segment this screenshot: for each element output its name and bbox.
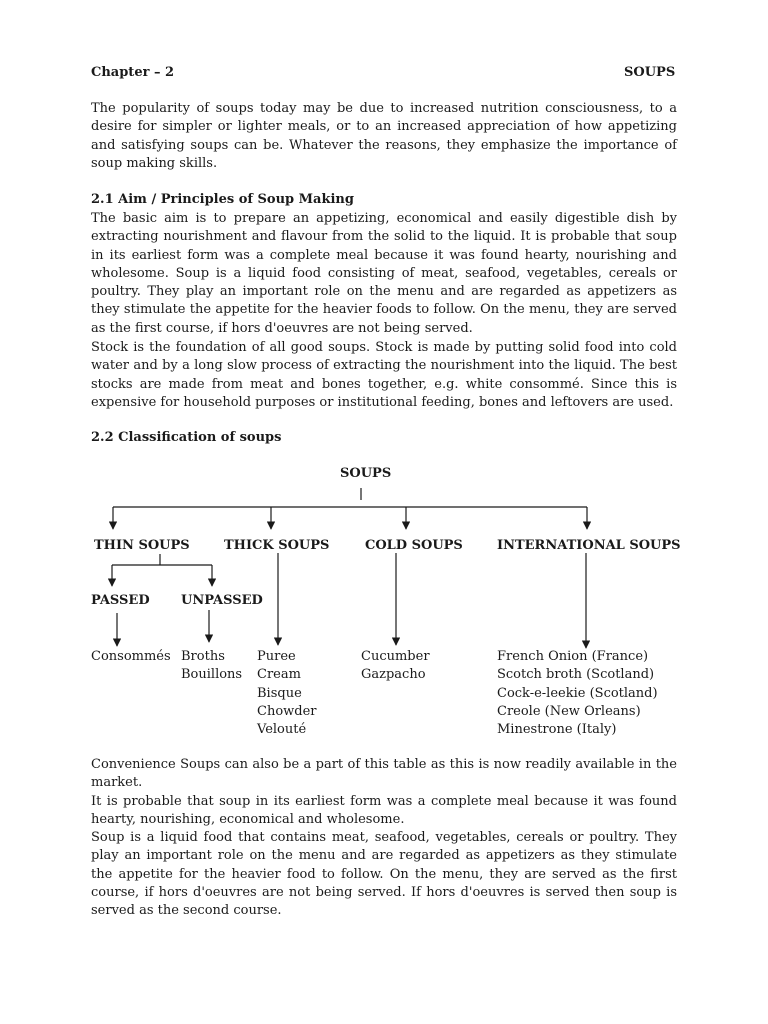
list-item: Scotch broth (Scotland) xyxy=(497,667,655,683)
closing-paragraph-1: Convenience Soups can also be a part of this table as this is now readily available in the market. xyxy=(91,757,677,791)
node-soups: SOUPS xyxy=(340,466,392,481)
list-item: Bisque xyxy=(257,685,302,701)
chapter-label: Chapter – 2 xyxy=(91,65,175,80)
chapter-topic: SOUPS xyxy=(624,65,676,80)
passed-items-list xyxy=(91,648,171,666)
node-unpassed: UNPASSED xyxy=(181,593,263,608)
closing-paragraph-2: It is probable that soup in its earliest form was a complete meal because it was found hearty, nourishing, economical and wholesome. xyxy=(91,794,677,828)
list-item: Broths xyxy=(181,649,225,664)
international-items-list xyxy=(497,648,658,739)
list-item: Consommés xyxy=(91,649,171,664)
unpassed-items-list xyxy=(181,648,242,685)
list-item: Chowder xyxy=(257,703,317,719)
node-thick-soups: THICK SOUPS xyxy=(224,538,330,553)
thick-items-list xyxy=(257,648,317,739)
closing-paragraph-3: Soup is a liquid food that contains meat, seafood, vegetables, cereals or poultry. They play an important role on the menu and are regarded as appetizers as they stimulate the appetite for the heavier food to follow. On the menu, they are served as the first course, if hors d'oeuvres are not being served. If hors d'oeuvres is served then soup is served as the second course. xyxy=(91,830,677,919)
node-cold-soups: COLD SOUPS xyxy=(365,538,463,553)
cold-items-list xyxy=(361,648,430,685)
list-item: Minestrone (Italy) xyxy=(497,722,617,738)
node-passed: PASSED xyxy=(91,593,150,608)
section-2-1-paragraph-2: Stock is the foundation of all good soups. Stock is made by putting solid food into cold water and by a long slow process of extracting the nourishment into the liquid. The best stocks are made from meat and bones together, e.g. white consommé. Since this is expensive for household purposes or institutional feeding, bones and leftovers are used. xyxy=(91,340,677,410)
list-item: French Onion (France) xyxy=(497,649,649,664)
list-item: Bouillons xyxy=(181,667,243,683)
list-item: Gazpacho xyxy=(361,667,426,683)
section-2-1-paragraph-1: The basic aim is to prepare an appetizing, economical and easily digestible dish by extracting nourishment and flavour from the solid to the liquid. It is probable that soup in its earliest form was a complete meal because it was found hearty, nourishing and wholesome. Soup is a liquid food consisting of meat, seafood, vegetables, cereals or poultry. They play an important role on the menu and are regarded as appetizers as they stimulate the appetite for the heavier foods to follow. On the menu, they are served as the first course, if hors d'oeuvres are not being served. xyxy=(91,211,677,336)
list-item: Puree xyxy=(257,649,296,664)
section-2-2-heading: 2.2 Classification of soups xyxy=(91,430,282,445)
node-international-soups: INTERNATIONAL SOUPS xyxy=(497,538,681,553)
list-item: Cucumber xyxy=(361,649,430,664)
list-item: Cock-e-leekie (Scotland) xyxy=(497,685,658,701)
intro-paragraph: The popularity of soups today may be due to increased nutrition consciousness, to a desire for simpler or lighter meals, or to an increased appreciation of how appetizing and satisfying soups can be. Whatever the reasons, they emphasize the importance of soup making skills. xyxy=(91,101,677,171)
node-thin-soups: THIN SOUPS xyxy=(94,538,190,553)
list-item: Velouté xyxy=(257,722,307,738)
section-2-1-heading: 2.1 Aim / Principles of Soup Making xyxy=(91,192,354,207)
list-item: Creole (New Orleans) xyxy=(497,703,641,719)
list-item: Cream xyxy=(257,667,301,683)
